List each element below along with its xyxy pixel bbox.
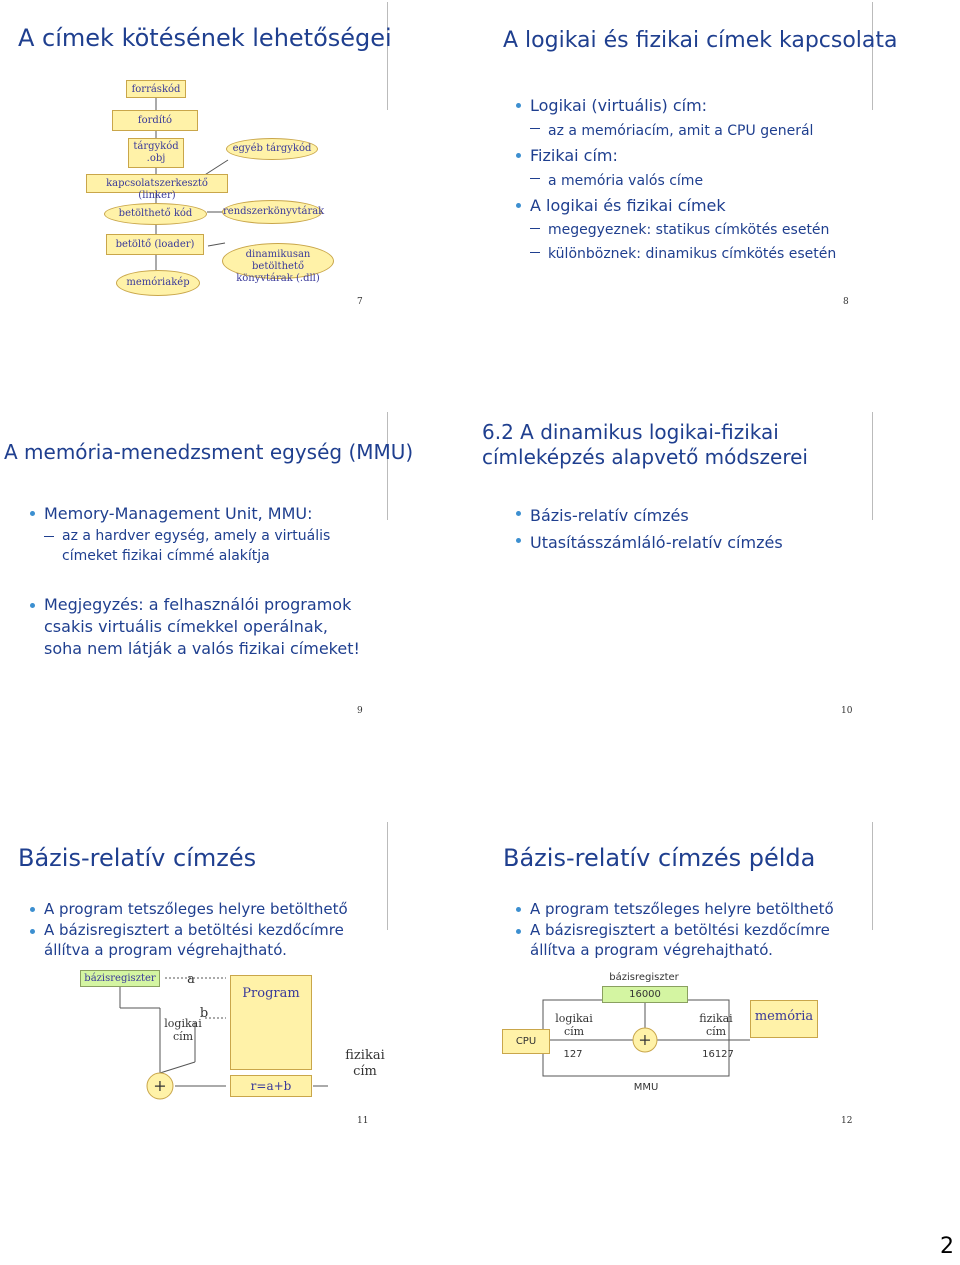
- memory-image-oval: memóriakép: [116, 270, 200, 296]
- base-register-value-box: 16000: [602, 986, 688, 1003]
- address-label: cím: [563, 1025, 585, 1038]
- bullet-item: A program tetszőleges helyre betölthető: [26, 898, 376, 920]
- compiler-box: fordító: [112, 110, 198, 131]
- logical-value: 127: [563, 1049, 583, 1060]
- page-number: 12: [841, 1116, 853, 1126]
- physical-value: 16127: [702, 1049, 734, 1060]
- bullet-item: A bázisregisztert a betöltési kezdőcímre állítva a program végrehajtható.: [512, 920, 862, 960]
- mmu-label: MMU: [633, 1082, 659, 1093]
- sheet-page-number: 2: [940, 1234, 954, 1259]
- system-libraries-oval: rendszerkönyvtárak: [222, 200, 322, 224]
- plus-sign: +: [153, 1076, 167, 1095]
- sub-bullet-item: megegyeznek: statikus címkötés esetén: [512, 218, 872, 242]
- sub-bullet-item: különböznek: dinamikus címkötés esetén: [512, 242, 872, 266]
- logical-label: logikai: [164, 1017, 202, 1030]
- base-register-box: bázisregiszter: [80, 970, 160, 987]
- loader-box: betöltő (loader): [106, 234, 204, 255]
- physical-label: fizikai: [345, 1048, 385, 1063]
- linker-box: kapcsolatszerkesztő (linker): [86, 174, 228, 193]
- physical-address-label: cím: [705, 1025, 727, 1038]
- sub-bullet-item: az a memóriacím, amit a CPU generál: [512, 118, 872, 144]
- bullet-item: A program tetszőleges helyre betölthető: [512, 898, 862, 920]
- sub-bullet-item: a memória valós címe: [512, 168, 872, 194]
- physical-label: fizikai: [699, 1012, 733, 1025]
- plus-sign: +: [638, 1030, 652, 1049]
- bullet-item: Memory-Management Unit, MMU:: [26, 502, 371, 526]
- program-box: Program: [230, 975, 312, 1070]
- address-label: cím: [172, 1030, 194, 1043]
- bullet-item: A logikai és fizikai címek: [512, 194, 872, 218]
- slide-title: A címek kötésének lehetőségei: [18, 24, 392, 52]
- cpu-box: CPU: [502, 1029, 550, 1054]
- slide-title: Bázis-relatív címzés példa: [503, 844, 816, 872]
- result-box: r=a+b: [230, 1075, 312, 1097]
- dll-oval: dinamikusan betölthető könyvtárak (.dll): [222, 243, 334, 279]
- slide-title: A memória-menedzsment egység (MMU): [4, 440, 414, 464]
- slide-title: A logikai és fizikai címek kapcsolata: [503, 28, 898, 53]
- other-object-code-oval: egyéb tárgykód: [226, 138, 318, 160]
- page-number: 9: [357, 706, 363, 716]
- source-code-box: forráskód: [126, 80, 186, 98]
- page-number: 7: [357, 297, 363, 307]
- bullet-item: Utasításszámláló-relatív címzés: [512, 529, 872, 556]
- slide-title: 6.2 A dinamikus logikai-fizikai címleképzés alapvető módszerei: [482, 420, 808, 469]
- logical-label: logikai: [555, 1012, 593, 1025]
- sub-bullet-item: az a hardver egység, amely a virtuális címeket fizikai címmé alakítja: [26, 526, 371, 566]
- bullet-item: A bázisregisztert a betöltési kezdőcímre állítva a program végrehajtható.: [26, 920, 376, 960]
- bullet-item: Logikai (virtuális) cím:: [512, 94, 872, 118]
- label-b: b: [199, 1006, 209, 1021]
- bullet-item: Megjegyzés: a felhasználói programok csakis virtuális címekkel operálnak, soha nem látják a valós fizikai címeket!: [26, 594, 371, 660]
- memory-box: memória: [750, 1000, 818, 1038]
- bullet-item: Fizikai cím:: [512, 144, 872, 168]
- page-number: 11: [357, 1116, 369, 1126]
- slide-title: Bázis-relatív címzés: [18, 844, 257, 872]
- object-code-label: tárgykód .obj: [128, 138, 184, 168]
- bullet-item: Bázis-relatív címzés: [512, 502, 872, 529]
- physical-address-label: cím: [353, 1064, 377, 1079]
- loadable-code-oval: betölthető kód: [104, 203, 207, 225]
- page-number: 10: [841, 706, 853, 716]
- page-number: 8: [843, 297, 849, 307]
- label-a: a: [187, 972, 195, 987]
- base-register-label: bázisregiszter: [609, 972, 679, 983]
